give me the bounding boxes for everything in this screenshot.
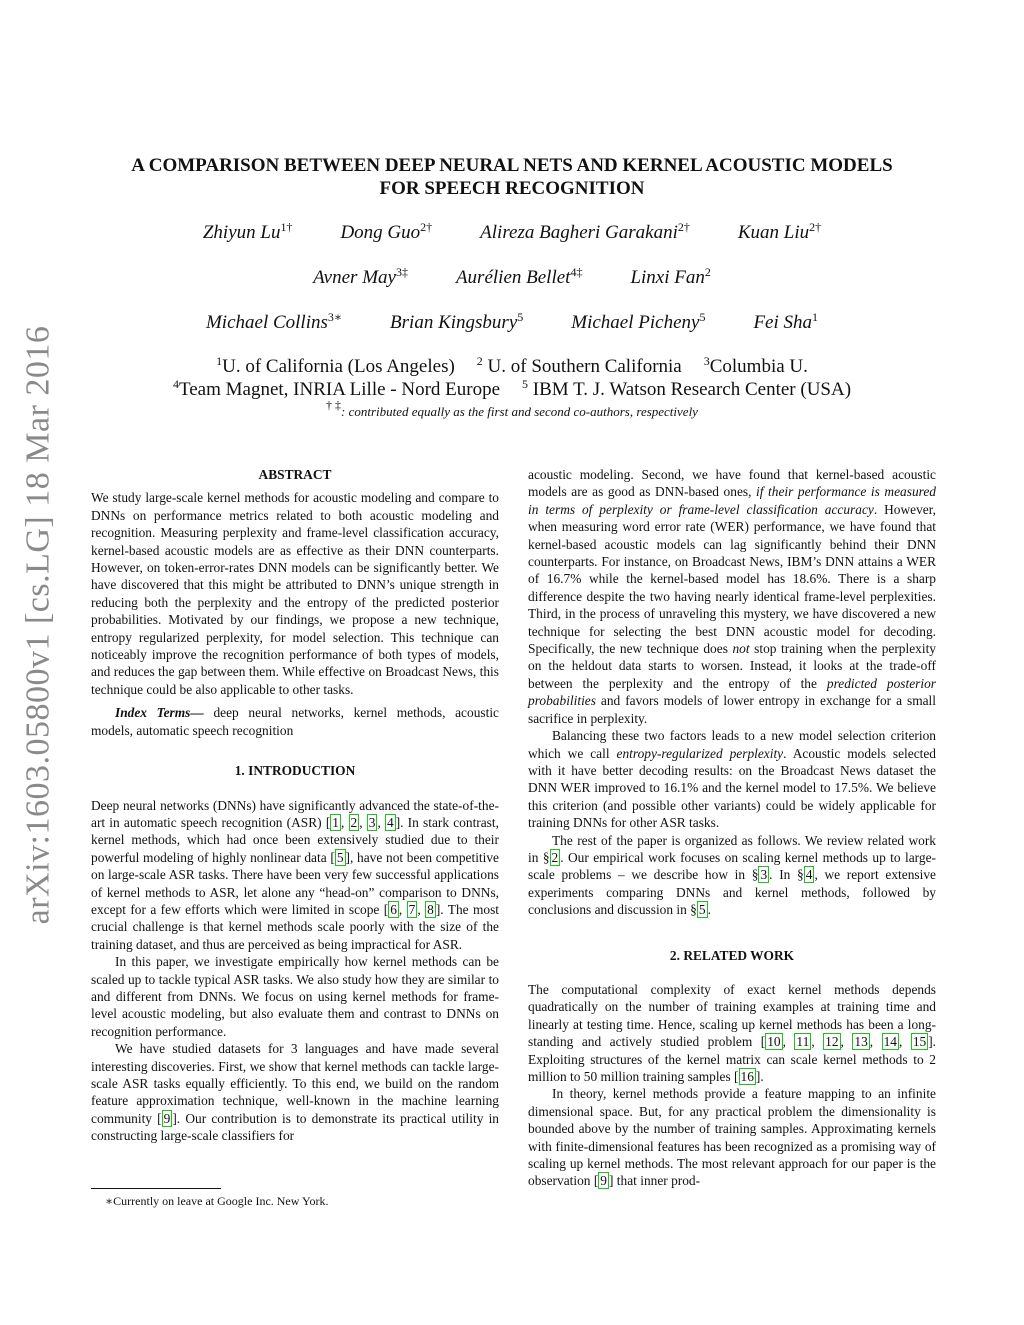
citation-link[interactable]: 13	[854, 1034, 868, 1050]
intro-paragraph-5: The rest of the paper is organized as follows. We review related work in § 2 . Our empirical work focuses on scaling kernel methods up to large-scale problems – we describe how in § 3 . In § 4 , we report extensive experiments comparing DNNs and kernel methods, followed by conclusions and discussion in § 5 .	[528, 832, 936, 918]
section-link[interactable]: 4	[805, 867, 813, 883]
citation-link[interactable]: 5	[336, 849, 344, 865]
title-line-2: FOR SPEECH RECOGNITION	[379, 178, 645, 199]
author: Dong Guo$^{2\dagger}$	[340, 220, 433, 243]
intro-paragraph-2: In this paper, we investigate empirically how kernel methods can be scaled up to tackle typical ASR tasks. We also study how they are similar to and different from DNNs. We focus on using kernel methods for frame-level acoustic modeling, but also evaluate them and contrast to DNNs on recognition performance.	[91, 954, 499, 1039]
intro-heading: 1. INTRODUCTION	[234, 763, 356, 779]
author-row-3	[0, 312, 1024, 334]
related-paragraph-2: In theory, kernel methods provide a feature mapping to an infinite dimensional space. But, for any practical problem the dimensionality is bounded above by the number of training samples. Approximating kernels with finite-dimensional features has been recognized as a promising way of scaling up kernel methods. The most relevant approach for our paper is the observation [ 9 ] that inner prod-	[528, 1086, 936, 1189]
affiliation: $^1$U. of California (Los Angeles)	[216, 354, 455, 377]
citation-link[interactable]: 2	[350, 814, 358, 830]
related-paragraph-1: The computational complexity of exact kernel methods depends quadratically on the number of training examples at training time and linearly at testing time. Hence, scaling up kernel methods has been a long-standing and actively studied problem [ 10 , 11 , 12 , 13 , 14 , 15 ]. Exploiting structures of the kernel matrix can scale kernel methods to 2 million to 50 million training samples [ 16 ].	[528, 981, 937, 1084]
arxiv-id: arXiv:1603.05800v1 [cs.LG] 18 Mar 2016	[19, 325, 57, 925]
author-row-1	[0, 222, 1024, 244]
author: Kuan Liu$^{2\dagger}$	[737, 220, 822, 243]
author: Linxi Fan$^2$	[630, 265, 711, 288]
author: Michael Collins$^{3∗}$	[205, 310, 343, 333]
affiliation-row-1	[0, 356, 1024, 378]
left-column	[91, 466, 499, 1145]
citation-link[interactable]: 7	[408, 901, 416, 917]
citation-link[interactable]: 9	[163, 1110, 171, 1126]
title-line-1: A COMPARISON BETWEEN DEEP NEURAL NETS AND KERNEL ACOUSTIC MODELS	[131, 155, 893, 176]
abstract-text: We study large-scale kernel methods for acoustic modeling and compare to DNNs on performance metrics related to both acoustic modeling and recognition. Measuring perplexity and frame-level classification accuracy, kernel-based acoustic models are as effective as their DNN counterparts. However, on token-error-rates DNN models can be significantly better. We have discovered that this might be attributed to DNN’s unique strength in reducing both the perplexity and the entropy of the predicted posterior probabilities. Motivated by our findings, we propose a new technique, entropy regularized perplexity, for model selection. This technique can noticeably improve the recognition performance of both types of models, and reduces the gap between them. While effective on Broadcast News, this technique could be also applicable to other tasks.	[91, 490, 499, 697]
author: Zhiyun $Lu^{1\dagger}$	[202, 220, 293, 243]
intro-paragraph-4: Balancing these two factors leads to a new model selection criterion which we call entropy-regularized perplexity. Acoustic models selected with it have better decoding results: on the Broadcast News dataset the DNN WER improved to 16.1% and the kernel model to 17.5%. We believe this criterion (and possible other variants) could be widely applicable for training DNNs for other ASR tasks.	[528, 728, 937, 831]
citation-link[interactable]: 10	[767, 1034, 781, 1050]
author: Aurélien Bellet$^{4\ddagger}$	[455, 265, 583, 288]
affiliation-row-2	[0, 379, 1024, 401]
affiliation: $^5$ IBM T. J. Watson Research Center (USA)	[522, 377, 852, 400]
citation-link[interactable]: 8	[427, 901, 434, 917]
citation-link[interactable]: 4	[386, 814, 394, 830]
affiliation: $^3$Columbia U.	[703, 354, 808, 377]
citation-link[interactable]: 1	[332, 814, 339, 830]
paper-title	[0, 154, 1024, 200]
citation-link[interactable]: 3	[368, 814, 376, 830]
citation-link[interactable]: 12	[825, 1034, 839, 1050]
footnote-rule	[91, 1188, 221, 1189]
affiliation: $^2$ U. of Southern California	[476, 354, 682, 377]
right-column	[528, 466, 936, 1190]
author: Alireza Bagheri Garakani$^{2\dagger}$	[480, 220, 690, 243]
related-work-heading: 2. RELATED WORK	[669, 947, 795, 963]
section-link[interactable]: 2	[551, 849, 559, 865]
citation-link[interactable]: 14	[883, 1034, 897, 1050]
author: Michael Picheny$^5$	[571, 310, 706, 333]
citation-link[interactable]: 9	[600, 1173, 607, 1189]
section-link[interactable]: 5	[698, 902, 706, 918]
citation-link[interactable]: 11	[796, 1034, 810, 1050]
citation-link[interactable]: 6	[390, 901, 397, 917]
equal-contribution-note: † ‡: contributed equally as the first and second co-authors, respectively	[326, 398, 698, 419]
author-row-2	[0, 267, 1024, 289]
abstract-heading: ABSTRACT	[258, 467, 332, 482]
intro-paragraph-3-continued: acoustic modeling. Second, we have found that kernel-based acoustic models are as good as DNN-based ones, if their performance is measured in terms of perplexity or frame-level classification accuracy. However, when measuring word error rate (WER) performance, we have found that kernel-based acoustic models can lag significantly behind their DNN counterparts. For instance, on Broadcast News, IBM’s DNN attains a WER of 16.7% while the kernel-based model has 18.6%. There is a sharp difference despite the two having nearly identical frame-level perplexities. Third, in the process of unraveling this mystery, we have discovered a new technique for selecting the best DNN acoustic model for decoding. Specifically, the new technique does not stop training when the perplexity on the heldout data starts to worsen. Instead, it looks at the trade-off between the perplexity and the entropy of the predicted posterior probabilities and favors models of lower entropy in exchange for a small sacrifice in perplexity.	[528, 467, 937, 726]
author: Brian Kingsbury$^5$	[390, 310, 524, 333]
author: Avner May$^{3\ddagger}$	[313, 265, 408, 288]
intro-paragraph-1: Deep neural networks (DNNs) have significantly advanced the state-of-the-art in automatic speech recognition (ASR) [ 1 , 2 , 3 , 4 ]. In stark contrast, kernel methods, which had once been extensively studied due to their powerful modeling of highly nonlinear data [ 5 ], have not been competitive on large-scale ASR tasks. There have been very few successful applications of kernel methods to ASR, let alone any “head-on” comparison to DNNs, except for a few efforts which were limited in scope [ 6 , 7 , 8 ]. The most crucial challenge is that kernel methods scale poorly with the size of the training dataset, and thus are perceived as being impractical for ASR.	[91, 797, 500, 952]
citation-link[interactable]: 16	[740, 1069, 754, 1084]
section-link[interactable]: 3	[760, 867, 768, 883]
intro-paragraph-3: We have studied datasets for 3 languages and have made several interesting discoveries. First, we show that kernel methods can tackle large-scale ASR tasks equally efficiently. To this end, we build on the random feature approximation technique, well-known in the machine learning community [ 9 ]. Our contribution is to demonstrate its practical utility in constructing large-scale classifiers for	[91, 1041, 499, 1144]
author: Fei Sha$^1$	[753, 310, 819, 333]
index-terms: Index Terms— deep neural networks, kernel methods, acoustic models, automatic speech recognition	[91, 705, 499, 738]
footnote: ∗Currently on leave at Google Inc. New York.	[105, 1194, 329, 1208]
citation-link[interactable]: 15	[912, 1034, 927, 1050]
affiliation: $^4$Team Magnet, INRIA Lille - Nord Europe	[172, 377, 501, 400]
